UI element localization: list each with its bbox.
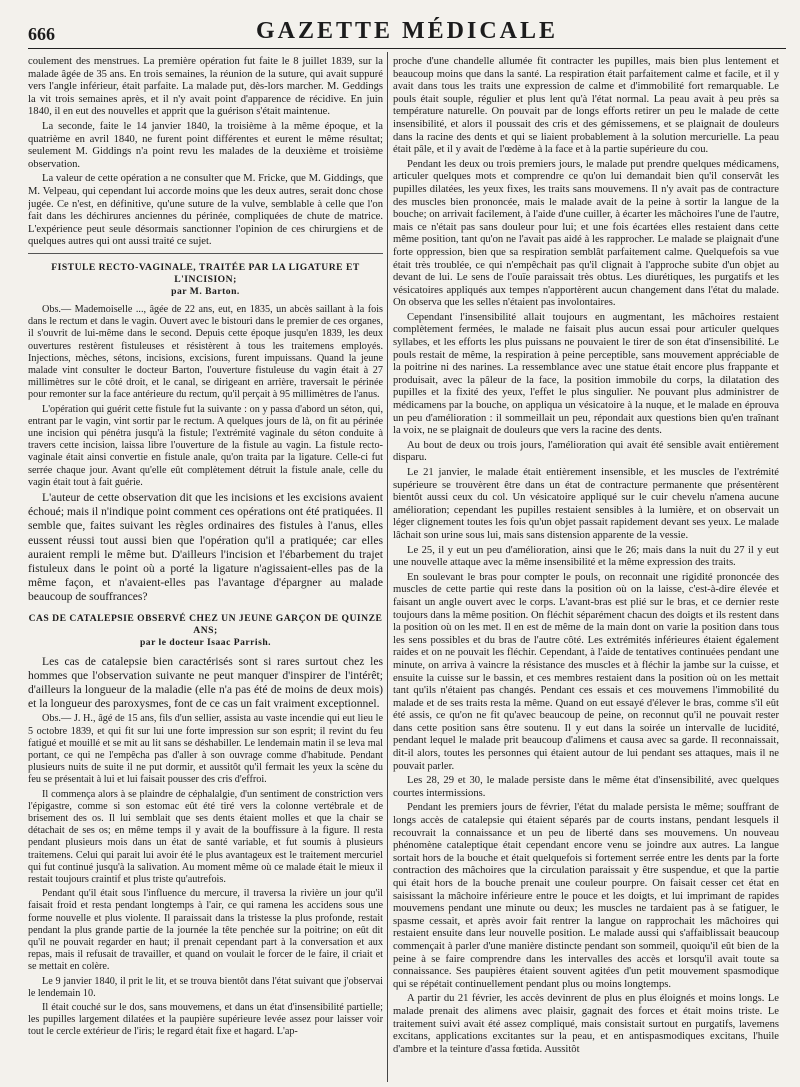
journal-title: GAZETTE MÉDICALE [255,18,559,44]
paragraph: proche d'une chandelle allumée fit contracter les pupilles, mais bien plus lentement et beaucoup moins que dans la santé. La respiration était parfaitement calme et facile, et il y avait dans tous les traits une expression de calme et d'immobilité fort remarquable. Le pouls était souple, régulier et plus lent qu'à l'état normal. La peau avait à peu près sa température naturelle. On pouvait par de longs efforts retirer un peu le malade de cette insensibilité, et alors il poussait des cris et des gémissemens, et se plaignait de douleurs dans la racine des dents et qui se liaient probablement à la solution mercurielle. La peau était pâle, et il y avait de l'œdème à la face et à la partie supérieure du cou. [393,56,779,156]
left-column [28,56,383,1081]
header-rule [28,48,786,49]
paragraph: A partir du 21 février, les accès devinrent de plus en plus éloignés et moins longs. Le malade prenait des alimens avec plaisir, gagnait des forces et était moins triste. Le traitement suivi avait été assez compliqué, mais consistait surtout en purgatifs, lavemens excitans, applications excitantes sur la peau, et en antispasmodiques excitans, l'huile d'ambre et la teinture d'assa fœtida. Aussitôt [393,993,779,1055]
column-divider [387,52,388,1082]
paragraph: Pendant les premiers jours de février, l'état du malade persista le même; souffrant de longs accès de catalepsie qui étaient séparés par de courts instans, pendant lesquels il recouvrait la connaissance et un peu de liberté dans ses mouvemens. Un nouveau phénomène cataleptique était cependant encore venu se joindre aux autres. La langue sortait hors de la bouche et était quelquefois si fortement serrée entre les dents par la forte contraction des mâchoires que la circulation paraissait y être suspendue, et que la partie qui était hors de la bouche prenait une couleur pourpre. On faisait cesser cet état en saisissant la mâchoire inférieure entre le pouce et les doigts, et lui imprimant de rapides mouvemens pendant une minute ou deux; les muscles ne tardaient pas à se fatiguer, le spasme cessait, et après avoir fait rentrer la langue on rapprochait les mâchoires qui restaient ensuite dans leur nouvelle position. Le malade aussi qui s'affaiblissait beaucoup commençait à parler d'une manière distincte pendant son sommeil, quoiqu'il eût bien de la peine à se faire comprendre dans les intervalles des accès et lorsqu'il avait toute sa connaissance. Ses paupières étaient souvent agitées d'un petit mouvement spasmodique qui se répétait continuellement pendant plus ou moins longtemps. [393,802,779,990]
observation-paragraph: Il commença alors à se plaindre de céphalalgie, d'un sentiment de constriction vers l'épigastre, comme si son estomac eût été tiré vers la colonne vertébrale et de brisement des os. Il lui semblait que ses dents étaient molles et que la chair se détachait de ses os; en même temps il y avait de la bouffissure à la figure. Il resta pendant plusieurs mois dans un état de santé variable, et fut soumis à plusieurs traitemens. Celui qui parait lui avoir été le plus avantageux est le traitement mercuriel qui fut continué jusqu'à la salivation. Au moment même où ce malade était le mieux il restait toujours craintif et plus triste qu'autrefois. [28,788,383,886]
paragraph: Au bout de deux ou trois jours, l'amélioration qui avait été sensible avait entièrement disparu. [393,439,779,464]
observation-paragraph: L'opération qui guérit cette fistule fut la suivante : on y passa d'abord un séton, qui, entrant par le vagin, vint sortir par le rectum. A quelques jours de là, on fit au périnée une incision qui pénétra jusqu'à la fistule; l'extrémité vaginale du séton conduite à travers cette incision, laissa libre l'ouverture de la fistule au vagin. La fistule recto-vaginale était ainsi convertie en fistule anale, qu'on traita par la ligature. Celle-ci fut serrée chaque jour. Avant qu'elle eût complètement détruit la fistule anale, celle du vagin était tout à fait guérie. [28,403,383,488]
paragraph: Les cas de catalepsie bien caractérisés sont si rares surtout chez les hommes que l'observation suivante ne peut manquer d'inspirer de l'intérêt; d'ailleurs la longueur de la maladie (elle n'a pas été de moins de deux mois) et la longueur des paroxysmes, font de ce cas un fait vraiment exceptionnel. [28,654,383,711]
observation-paragraph: Obs.— Mademoiselle ..., âgée de 22 ans, eut, en 1835, un abcès saillant à la fois dans le rectum et dans le vagin. Ouvert avec le bistouri dans le premier de ces organes, il s'ouvrit de lui-même dans le second. Depuis cette époque jusqu'en 1839, les deux ouvertures restèrent fistuleuses et résistèrent à tous les traitemens employés. Injections, mèches, sétons, incisions, excisions, furent impuissans. Quand la jeune malade vint consulter le docteur Barton, l'ouverture fistuleuse du vagin était à 27 millimètres sur le côté droit, et le canal, se dirigeant en arrière, traversait le périnée pour remonter sur la face antérieure du rectum, qu'il perçait à 95 millimètres de l'anus. [28,303,383,401]
article-title [28,262,383,298]
paragraph: Cependant l'insensibilité allait toujours en augmentant, les mâchoires restaient complètement fermées, le malade ne faisait plus aucun essai pour articuler quelques syllabes, et les efforts les plus puissans ne pouvaient le tirer de son état d'insensibilité. Le pouls restait de même, la respiration à peine perceptible, sans mouvement appréciable de la poitrine ni des narines. La ressemblance avec une statue était encore plus frappante et produisait, avec la pâleur de la face, la position immobile du corps, la dilatation des pupilles et la fixité des yeux, l'effet le plus singulier. Ne pouvant plus administrer de médicamens par la bouche, on appliqua un vésicatoire à la nuque, et le malade en éprouva un peu d'amélioration : il sommeillait un peu, répondait aux questions bien qu'en traînant la voix, ne se plaignait de douleurs que vers la racine des dents. [393,311,779,437]
article-heading: FISTULE RECTO-VAGINALE, TRAITÉE PAR LA LIGATURE ET L'INCISION; [51,261,360,285]
page-header [28,14,786,50]
article-author: par M. Barton. [171,285,240,297]
paragraph: Le 21 janvier, le malade était entièrement insensible, et les muscles de l'extrémité supérieure se trouvèrent être dans un état de contracture permanente que présentèrent bientôt aussi ceux du col. Un vésicatoire appliqué sur le cuir chevelu n'amena aucune amélioration; cependant les pupilles restaient sensibles à la lumière, et on observait un léger clignement toutes les fois qu'un objet passait rapidement devant ses yeux. Le malade lâchait son urine sous lui, mais sans distension apparente de la vessie. [393,467,779,541]
paragraph: L'auteur de cette observation dit que les incisions et les excisions avaient échoué; mais il n'indique point comment ces opérations ont été pratiquées. Il semble que, faites suivant les règles ordinaires des fistules à l'anus, elles eussent réussi tout aussi bien que l'opération qu'il a pratiquée; car elles auraient rempli le même but. D'ailleurs l'incision et l'ébarbement du trajet fistuleux dans le point où a porté la ligature n'agissaient-elles pas de la même façon, et n'avaient-elles pas l'avantage d'épargner au malade beaucoup de souffrances? [28,490,383,604]
observation-paragraph: Obs.— J. H., âgé de 15 ans, fils d'un sellier, assista au vaste incendie qui eut lieu le 5 octobre 1839, et qui fit sur lui une forte impression sur son esprit; il revint du feu fatigué et mouillé et se mit au lit sans se déshabiller. Le lendemain matin il se leva mal portant, ce qui ne l'empêcha pas d'aller à son ouvrage comme d'habitude. Pendant plusieurs nuits de suite il ne put dormir, et aussitôt qu'il fermait les yeux la scène du feu se présentait à lui et lui faisait pousser des cris d'effroi. [28,713,383,786]
article-author: par le docteur Isaac Parrish. [139,636,272,648]
observation-paragraph: Le 9 janvier 1840, il prit le lit, et se trouva bientôt dans l'état suivant que j'observai le lendemain 10. [28,975,383,999]
article-title [28,613,383,649]
paragraph: coulement des menstrues. La première opération fut faite le 8 juillet 1839, sur la malade âgée de 35 ans. En trois semaines, la réunion de la suture, qui avait suppuré vers l'angle inférieur, était parfaite. La malade put, dès-lors marcher. M. Geddings la vit trois semaines après, et il n'y avait point d'apparence de récidive. En juin 1840, il en eut des nouvelles et apprit que la guérison s'était maintenue. [28,56,383,118]
right-column [393,56,779,1081]
paragraph: Le 25, il y eut un peu d'amélioration, ainsi que le 26; mais dans la nuit du 27 il y eut une nouvelle attaque avec la même insensibilité et la même expression des traits. [393,544,779,569]
paragraph: La seconde, faite le 14 janvier 1840, la troisième à la même époque, et la quatrième en avril 1840, ne furent point différentes et eurent le même résultat; seulement M. Giddings n'a point revu les malades de la deuxième et troisième observation. [28,120,383,170]
observation-paragraph: Il était couché sur le dos, sans mouvemens, et dans un état d'insensibilité partielle; les pupilles largement dilatées et la paupière supérieure levée assez pour laisser voir tout le cercle extérieur de l'iris; le regard était fixe et hagard. L'ap- [28,1002,383,1038]
paragraph: En soulevant le bras pour compter le pouls, on reconnait une rigidité prononcée des muscles de cette partie qui reste dans la position où on la laisse, c'est-à-dire élevée et faisant un angle ouvert avec le corps. L'avant-bras est plié sur le bras, et ce dernier reste toujours dans la même position. On fléchit séparément chacun des doigts et ils restent dans la position où on les met. Il en est de même de la main dont on varie la position dans tous les sens possibles et du bras de l'autre côté. Les extrémités inférieures étaient également raides et on ne pouvait les fléchir. Cependant, à l'aide de tentatives continuées pendant une minute, on arriva à vaincre la résistance des muscles et à fléchir la jambe sur la cuisse, et ensuite la cuisse sur le bassin, et ces membres restaient dans la position où on les mettait tant qu'ils n'étaient pas changés. Pendant ces essais et ces mouvemens l'immobilité du malade et de ses traits resta la même. Quand on eut essayé d'élever le bras, comme s'il eût été assis, ce qu'on ne fit qu'avec beaucoup de peine, on reconnut qu'il ne pouvait rester dans cette position sans être soutenu. Il y eut dans la soirée un intervalle de lucidité, pendant lequel le malade prit beaucoup d'alimens et causa avec sa garde. Il reconnaissait, dit-il alors, toutes les personnes qui étaient autour de lui pendant ses attaques, mais il ne pouvait parler. [393,571,779,772]
paragraph: Les 28, 29 et 30, le malade persiste dans le même état d'insensibilité, avec quelques courtes intermissions. [393,775,779,799]
paragraph: La valeur de cette opération a ne consulter que M. Fricke, que M. Giddings, que M. Velpeau, qui cependant lui accorde moins que les deux autres, serait donc chose jugée. Ce n'est, en définitive, qu'une suture de la vulve, semblable à celle que l'on fait dans les déchirures anciennes du périnée, compliquées de chute de matrice. L'expérience peut seule désormais sanctionner l'opinion de ces chirurgiens et de quelques autres qui ont aussi traité ce sujet. [28,173,383,248]
section-rule [28,253,383,254]
observation-paragraph: Pendant qu'il était sous l'influence du mercure, il traversa la rivière un jour qu'il faisait froid et resta pendant longtemps à l'air, ce qui ramena les accidens sous une forme nouvelle et plus violente. Il paraissait dans la tristesse la plus profonde, restait pendant la plus grande partie de la journée la tête penchée sur la poitrine; on eût dit qu'il ne pouvait regarder en haut; il prenait cependant part à la conversation et aux repas, mais il refusait de travailler, et quand on voulait le forcer de le faire, il criait et se mettait en colère. [28,888,383,973]
article-heading: CAS DE CATALEPSIE OBSERVÉ CHEZ UN JEUNE GARÇON DE QUINZE ANS; [28,612,383,636]
paragraph: Pendant les deux ou trois premiers jours, le malade put prendre quelques médicamens, articuler quelques mots et comprendre ce qu'on lui demandait bien qu'il conservât les pupilles dilatées, les yeux fixes, les traits sans mouvemens. Il n'y avait pas de contracture des muscles bien prononcée, mais le malade avait de la peine à sortir la langue de la bouche; on arrivait facilement, à l'aide d'une cuiller, à écarter les mâchoires l'une de l'autre, mais ce n'était pas sans douleur pour lui; et une fois écartées elles restaient dans cette même position, tant qu'on ne l'avait pas aidé à les rapprocher. Le malade se plaignait d'une forte oppression, bien que sa respiration semblât parfaitement calme. Quelquefois sa vue était très troublée, ce qui n'empêchait pas qu'il clignait à l'approche subite d'un objet au devant de lui. Le sens de l'ouïe paraissait très obtus. Les diurétiques, les purgatifs et les vésicatoires appliqués aux tempes n'apportèrent aucun changement dans l'état du malade. On observa que les selles n'étaient pas involontaires. [393,158,779,309]
page-number: 666 [28,24,55,44]
